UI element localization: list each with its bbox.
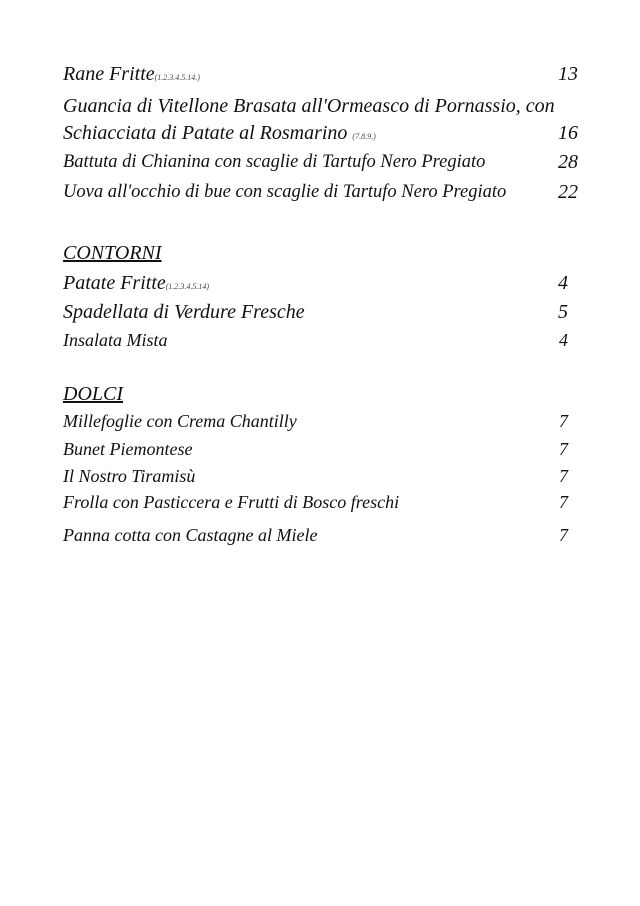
- item-price: 7: [559, 492, 568, 512]
- section-title-dolci: DOLCI: [63, 383, 124, 405]
- item-price: 4: [559, 330, 568, 350]
- item-price: 7: [559, 525, 568, 545]
- item-name: Bunet Piemontese: [63, 439, 193, 459]
- item-name: Insalata Mista: [63, 330, 168, 350]
- item-name-line2: Schiacciata di Patate al Rosmarino: [63, 122, 348, 144]
- item-name: Millefoglie con Crema Chantilly: [63, 411, 297, 431]
- item-price: 4: [558, 272, 568, 294]
- allergen-codes: (7.8.9.): [352, 132, 376, 141]
- item-price: 22: [558, 181, 578, 203]
- item-name: Frolla con Pasticcera e Frutti di Bosco freschi: [63, 492, 400, 512]
- item-name-line1: Guancia di Vitellone Brasata all'Ormeasco di Pornassio, con: [63, 95, 555, 117]
- item-price: 5: [558, 301, 568, 323]
- item-name: Patate Fritte: [63, 272, 166, 294]
- item-name: Rane Fritte: [63, 63, 155, 85]
- section-title-contorni: CONTORNI: [63, 242, 162, 264]
- item-price: 7: [559, 439, 568, 459]
- item-name: Spadellata di Verdure Fresche: [63, 301, 305, 323]
- allergen-codes: (1.2.3.4.5.14.): [154, 73, 200, 82]
- item-price: 7: [559, 466, 568, 486]
- allergen-codes: (1.2.3.4.5.14): [165, 282, 210, 291]
- item-price: 13: [558, 63, 578, 85]
- item-price: 16: [558, 122, 578, 144]
- item-name: Il Nostro Tiramisù: [63, 466, 196, 486]
- item-price: 7: [559, 411, 568, 431]
- item-name: Panna cotta con Castagne al Miele: [63, 525, 318, 545]
- item-name: Battuta di Chianina con scaglie di Tartufo Nero Pregiato: [63, 152, 486, 172]
- item-price: 28: [558, 151, 578, 173]
- item-name: Uova all'occhio di bue con scaglie di Tartufo Nero Pregiato: [63, 182, 507, 202]
